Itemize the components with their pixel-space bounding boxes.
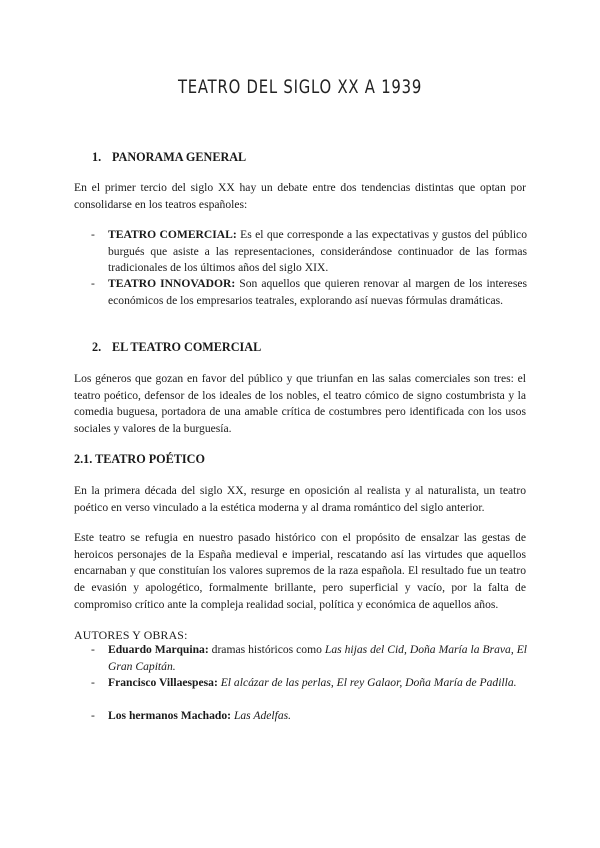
bullet-dash: - bbox=[91, 277, 95, 290]
definition: Es el que corresponde a las expectativas y gustos del público burgués que asiste a las representaciones, considerándose continuador de las formas tradicionales de los últimos años del siglo XIX. bbox=[108, 228, 527, 275]
term: TEATRO INNOVADOR: bbox=[108, 277, 236, 290]
section-heading-panorama bbox=[92, 150, 246, 165]
list-item-marquina bbox=[91, 642, 527, 675]
author-works: Las hijas del Cid, Doña María la Brava, El Gran Capitán. bbox=[108, 643, 527, 673]
author-name: Eduardo Marquina: bbox=[108, 643, 209, 656]
paragraph-refugio: Este teatro se refugia en nuestro pasado histórico con el propósito de ensalzar las gestas de heroicos personajes de la España medieval e imperial, rescatando así las virtudes que aquellos encarnaban y que constituían los valores supremos de la raza española. El resultado fue un teatro de evasión y apologético, formalmente brillante, pero superficial y vacío, por la falta de compromiso crítico ante la compleja realidad social, política y económica de aquellos años. bbox=[74, 531, 526, 611]
bullet-dash: - bbox=[91, 709, 95, 722]
section-number: 2. bbox=[92, 340, 102, 354]
section-title: EL TEATRO COMERCIAL bbox=[112, 340, 262, 354]
author-name: Los hermanos Machado: bbox=[108, 709, 232, 722]
section-heading-teatro-poetico: 2.1. TEATRO POÉTICO bbox=[74, 452, 205, 466]
paragraph-intro: En el primer tercio del siglo XX hay un debate entre dos tendencias distintas que optan por consolidarse en los teatros españoles: bbox=[74, 181, 526, 211]
author-name: Francisco Villaespesa: bbox=[108, 676, 218, 689]
autores-label: AUTORES Y OBRAS: bbox=[74, 628, 188, 642]
term: TEATRO COMERCIAL: bbox=[108, 228, 237, 241]
author-text: dramas históricos como bbox=[208, 643, 325, 656]
bullet-dash: - bbox=[91, 228, 95, 241]
section-number: 1. bbox=[92, 150, 102, 164]
author-works: Las Adelfas. bbox=[233, 709, 292, 722]
definition: Son aquellos que quieren renovar al margen de los intereses económicos de los empresarios teatrales, explorando así nuevas fórmulas dramáticas. bbox=[108, 277, 528, 307]
section-title: PANORAMA GENERAL bbox=[112, 150, 247, 164]
list-item-teatro-innovador bbox=[91, 276, 527, 309]
paragraph-generos: Los géneros que gozan en favor del público y que triunfan en las salas comerciales son tres: el teatro poético, defensor de los ideales de los nobles, el teatro cómico de signo costumbrista y la comedia buguesa, portadora de una amable crítica de costumbres pero identificada con los usos sociales y valores de la burguesía. bbox=[74, 372, 526, 436]
list-item-villaespesa bbox=[91, 675, 527, 692]
bullet-dash: - bbox=[91, 676, 95, 689]
bullet-dash: - bbox=[91, 643, 95, 656]
list-item-machado bbox=[91, 708, 527, 725]
author-works: El alcázar de las perlas, El rey Galaor, Doña María de Padilla. bbox=[220, 676, 517, 689]
page-title: TEATRO DEL SIGLO XX A 1939 bbox=[177, 76, 423, 98]
paragraph-primera-decada: En la primera década del siglo XX, resurge en oposición al realista y al naturalista, un teatro poético en verso vinculado a la estética moderna y al drama romántico del siglo anterior. bbox=[74, 484, 526, 514]
list-item-teatro-comercial bbox=[91, 227, 527, 277]
section-heading-teatro-comercial bbox=[92, 340, 261, 355]
